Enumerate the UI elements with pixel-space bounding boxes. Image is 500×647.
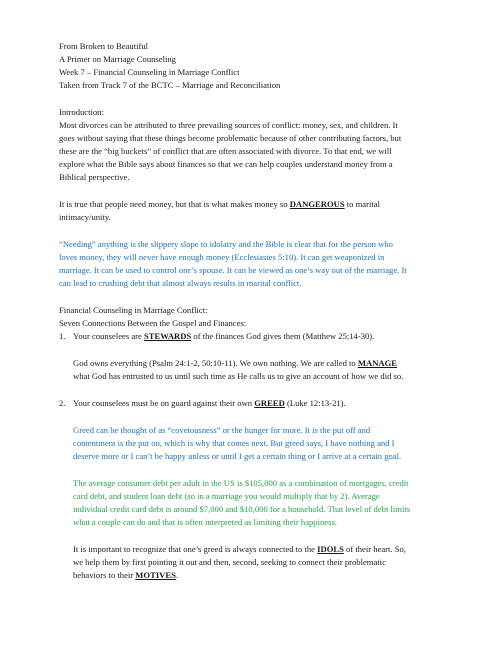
doc-subtitle: A Primer on Marriage Counseling [59, 54, 176, 64]
list-number: 1. [59, 331, 66, 341]
note-line: loves money, they will never have enough money (Ecclesiastes 5:10). It can get weaponized in [59, 252, 385, 262]
doc-week: Week 7 – Financial Counseling in Marriage Conflict [59, 67, 240, 77]
closing-line [73, 569, 178, 582]
keyword-stewards: STEWARDS [143, 331, 192, 341]
section-heading: Financial Counseling in Marriage Conflict: [59, 305, 208, 315]
intro-line: these are the “big buckets” of conflict that are often associated with divorce. To that end, we will [59, 146, 392, 156]
text-run: God owns everything (Psalm 24:1-2, 50:10-11). We own nothing. We are called to [73, 358, 358, 368]
text-run: to marital [344, 199, 380, 209]
keyword-motives: MOTIVES [135, 570, 176, 580]
item-body-line: what God has entrusted to us until such time as He calls us to give an account of how we did so. [73, 371, 404, 381]
text-run: of the finances God gives them (Matthew 25:14-30). [191, 331, 375, 341]
text-run: Your counselees must be on guard against their own [73, 398, 255, 408]
list-number: 2. [59, 398, 66, 408]
note-line: contentment is the put on, which is why that comes next. But greed says, I have nothing and I [73, 438, 395, 448]
debt-note-line: The average consumer debt per adult in the US is $105,000 as a combination of mortgages, credit [73, 478, 409, 488]
text-run: It is important to recognize that one’s greed is always connected to the [73, 544, 318, 554]
note-line: deserve more or I can’t be happy unless or until I get a certain thing or I arrive at a certain goal. [73, 451, 402, 461]
keyword-idols: IDOLS [317, 544, 344, 554]
list-item [73, 397, 346, 410]
keyword-dangerous: DANGEROUS [289, 199, 345, 209]
note-line: “Needing” anything is the slippery slope to idolatry and the Bible is clear that for the person who [59, 239, 393, 249]
text-run: Your counselees are [73, 331, 144, 341]
text-run: It is true that people need money, but that is what makes money so [59, 199, 290, 209]
debt-note-line: what a couple can do and that is often interpreted as limiting their happiness. [73, 517, 337, 527]
keyword-greed: GREED [254, 398, 285, 408]
paragraph-line: intimacy/unity. [59, 212, 111, 222]
keyword-manage: MANAGE [357, 358, 398, 368]
note-line: Greed can be thought of as “covetousness” or the hunger for more. It is the put off and [73, 425, 371, 435]
text-run: (Luke 12:13-21). [284, 398, 346, 408]
intro-line: goes without saying that these things become problematic because of other contributing factors, but [59, 133, 402, 143]
doc-title: From Broken to Beautiful [59, 41, 149, 51]
intro-heading: Introduction: [59, 107, 104, 117]
doc-source: Taken from Track 7 of the BCTC – Marriage and Reconciliation [59, 80, 281, 90]
debt-note-line: individual credit card debt is around $7,000 and $10,000 for a household. That level of debt limits [73, 504, 411, 514]
closing-line [73, 543, 406, 556]
debt-note-line: card debt, and student loan debt (so in a marriage you would multiply that by 2). Average [73, 491, 380, 501]
paragraph-line [59, 198, 380, 211]
intro-line: Most divorces can be attributed to three prevailing sources of conflict: money, sex, and children. It [59, 120, 398, 130]
note-line: marriage. It can be used to control one’s spouse. It can be viewed as one’s way out of the marriage. It [59, 265, 407, 275]
text-run: . [175, 570, 179, 580]
note-line: can lead to crushing debt that almost always results in marital conflict. [59, 278, 302, 288]
closing-line: we help them by first pointing it out and then, second, seeking to connect their problematic [73, 557, 386, 567]
intro-line: explore what the Bible says about finances so that we can help couples understand money from a [59, 159, 393, 169]
text-run: of their heart. So, [343, 544, 406, 554]
section-subheading: Seven Connections Between the Gospel and Finances: [59, 318, 247, 328]
item-body-line [73, 357, 397, 370]
list-item [73, 330, 374, 343]
intro-line: Biblical perspective. [59, 172, 130, 182]
text-run: behaviors to their [73, 570, 136, 580]
